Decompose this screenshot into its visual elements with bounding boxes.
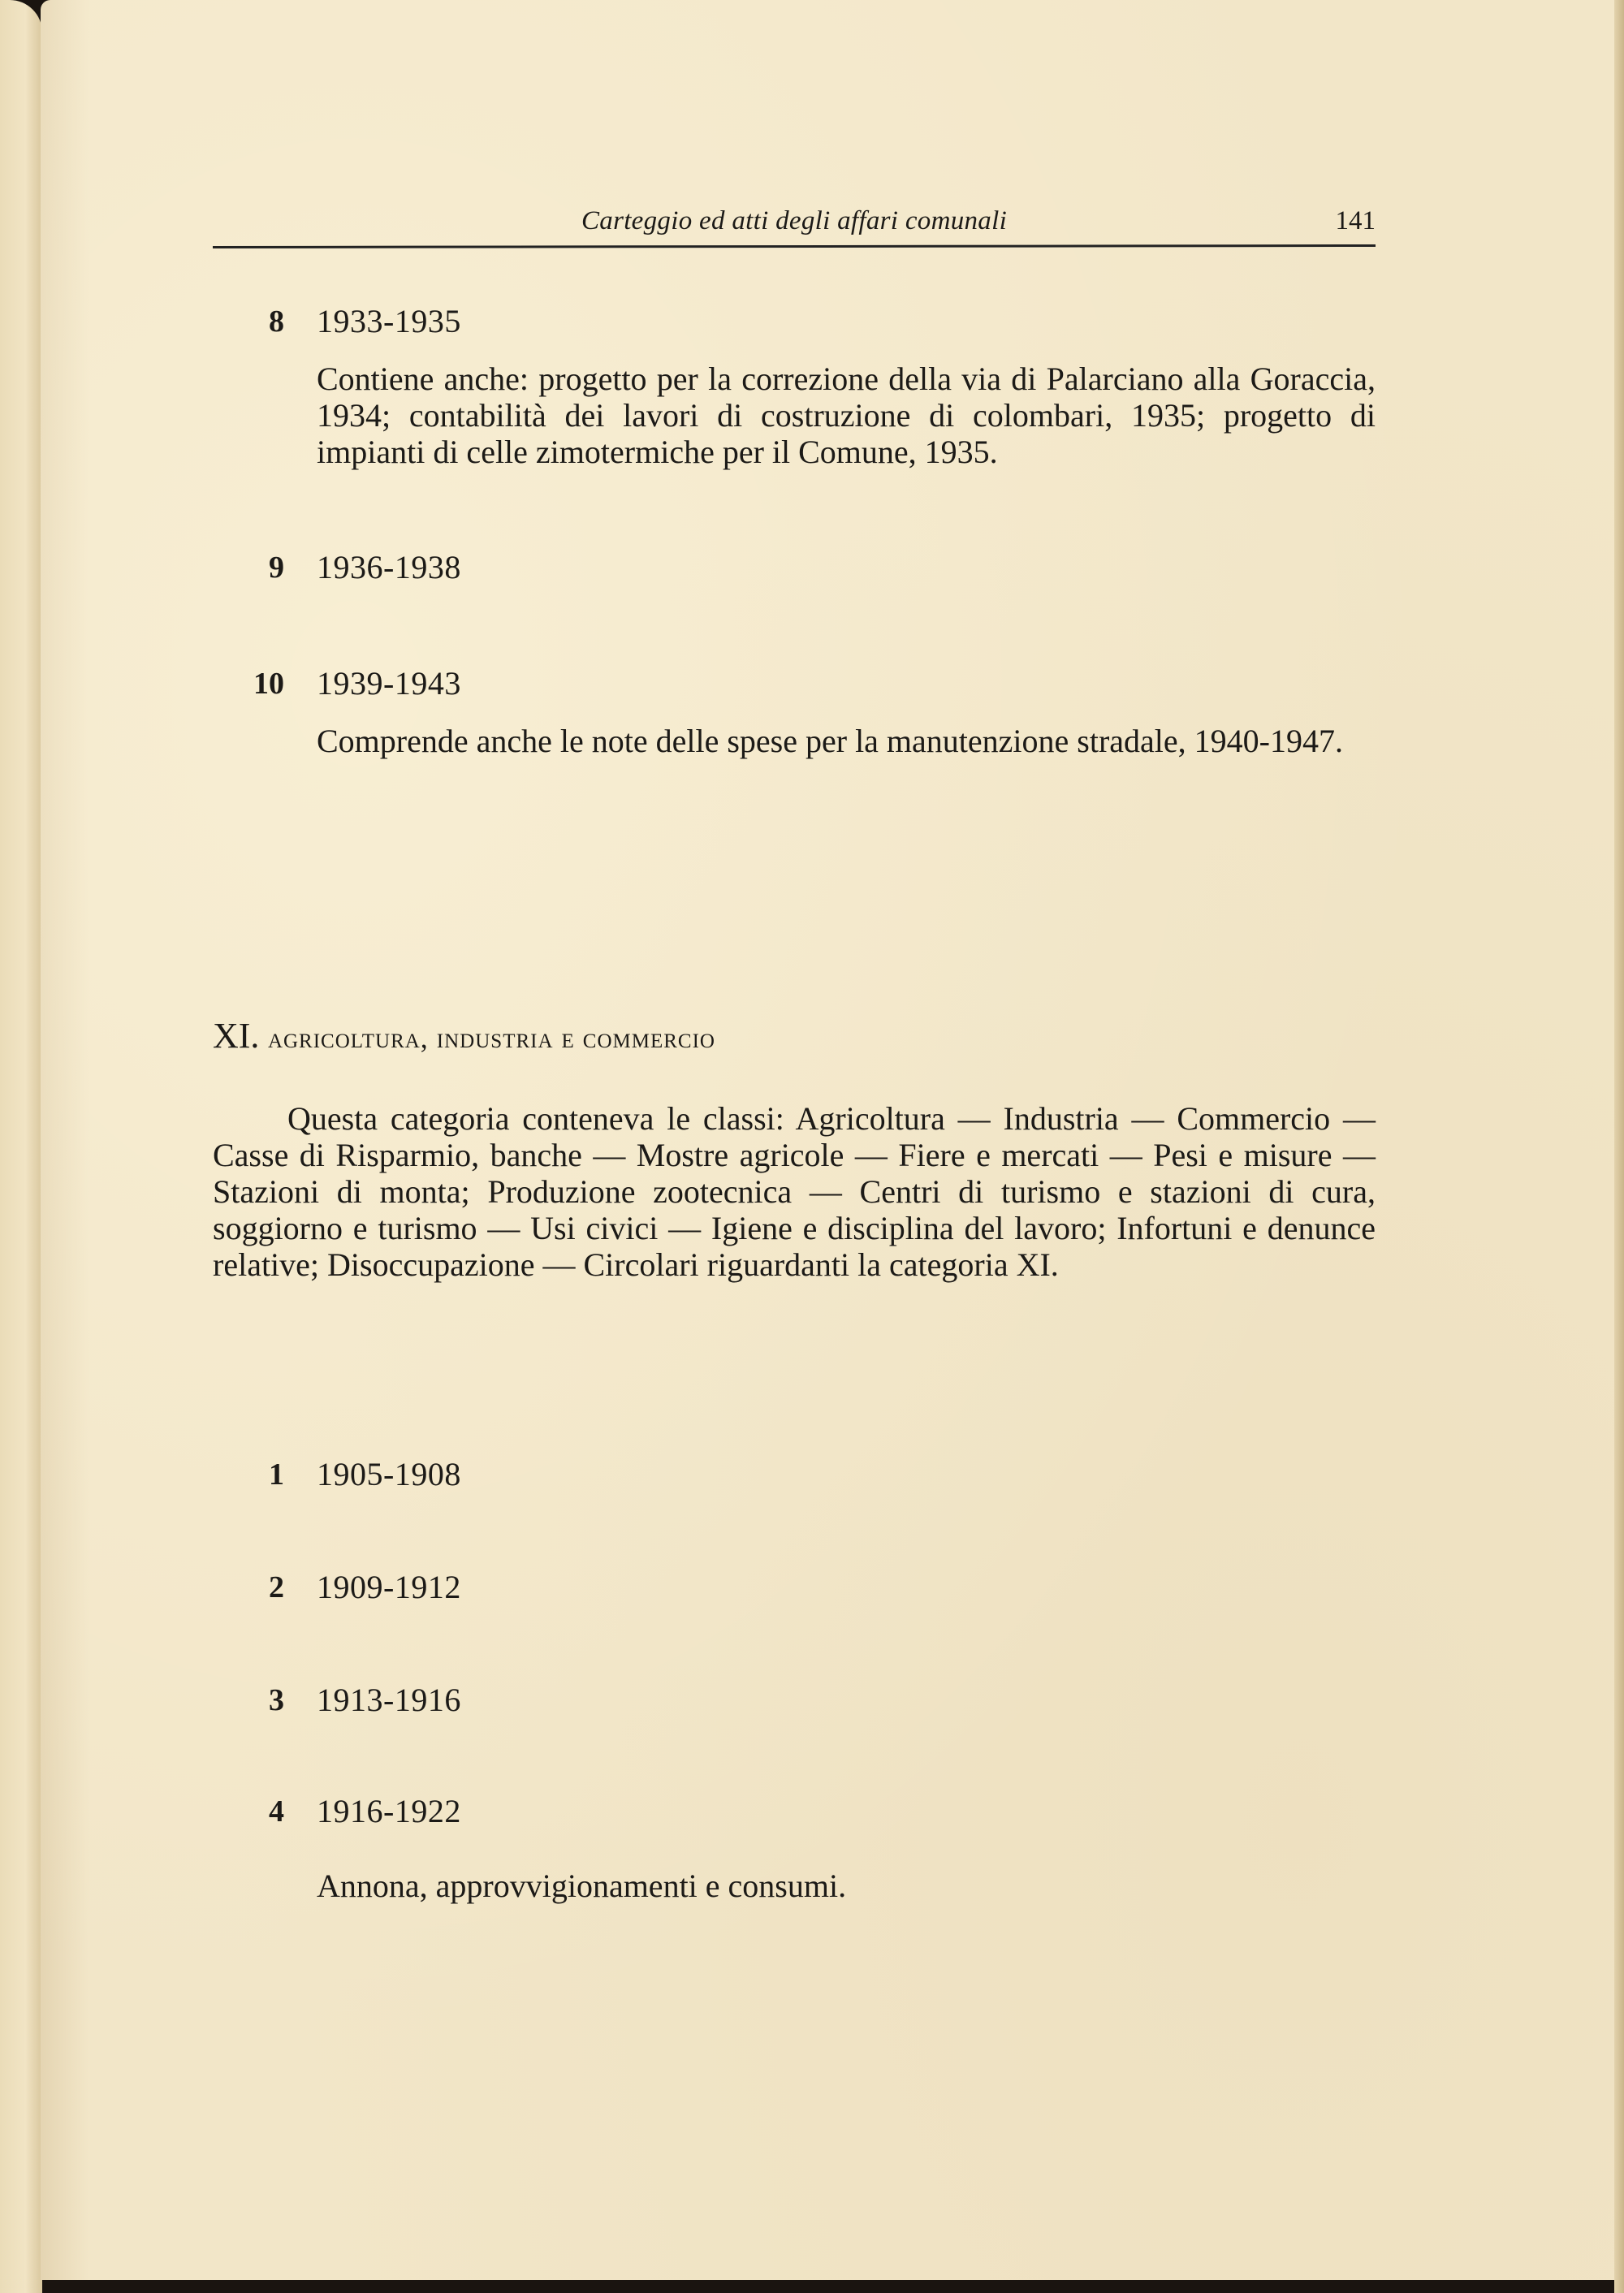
page-stack-edge [1614, 0, 1624, 2293]
running-header [213, 200, 1376, 248]
entry-years: 1905-1908 [317, 1456, 461, 1492]
entry-number: 8 [269, 304, 284, 339]
entry-note: Contiene anche: progetto per la correzione della via di Palarciano alla Goraccia, 1934; contabilità dei lavori di costruzione di colombari, 1935; progetto di impianti di celle zimotermiche per il Comune, 1935. [317, 361, 1376, 470]
entry-years: 1916-1922 [317, 1793, 461, 1829]
entry-number: 1 [269, 1457, 284, 1492]
entry-number: 10 [253, 667, 284, 701]
page-number: 141 [1335, 206, 1376, 235]
entry-years: 1933-1935 [317, 303, 461, 339]
running-title: Carteggio ed atti degli affari comunali [581, 206, 1008, 235]
entry-years: 1936-1938 [317, 549, 461, 585]
section-title: agricoltura, industria e commercio [267, 1021, 715, 1054]
entry-years: 1913-1916 [317, 1682, 461, 1718]
section-heading [213, 1015, 715, 1056]
entry-note: Annona, approvvigionamenti e consumi. [317, 1868, 847, 1904]
entry-number: 9 [269, 551, 284, 585]
entry-number: 3 [269, 1683, 284, 1717]
section-description: Questa categoria conteneva le classi: Agricoltura — Industria — Commercio — Casse di Risparmio, banche — Mostre agricole — Fiere e mercati — Pesi e misure — Stazioni di monta; Produzione zootecnica — Centri di turismo e stazioni di cura, soggiorno e turismo — Usi civici — Igiene e disciplina del lavoro; Infortuni e denunce relative; Disoccupazione — Circolari riguardanti la categoria XI. [213, 1100, 1376, 1283]
previous-page-edge [0, 0, 42, 2293]
entry-note: Comprende anche le note delle spese per la manutenzione stradale, 1940-1947. [317, 723, 1343, 759]
entry-years: 1939-1943 [317, 665, 461, 702]
entry-years: 1909-1912 [317, 1569, 461, 1605]
entry-number: 2 [269, 1570, 284, 1604]
entry-number: 4 [269, 1794, 284, 1829]
section-roman-numeral: XI. [213, 1016, 260, 1056]
